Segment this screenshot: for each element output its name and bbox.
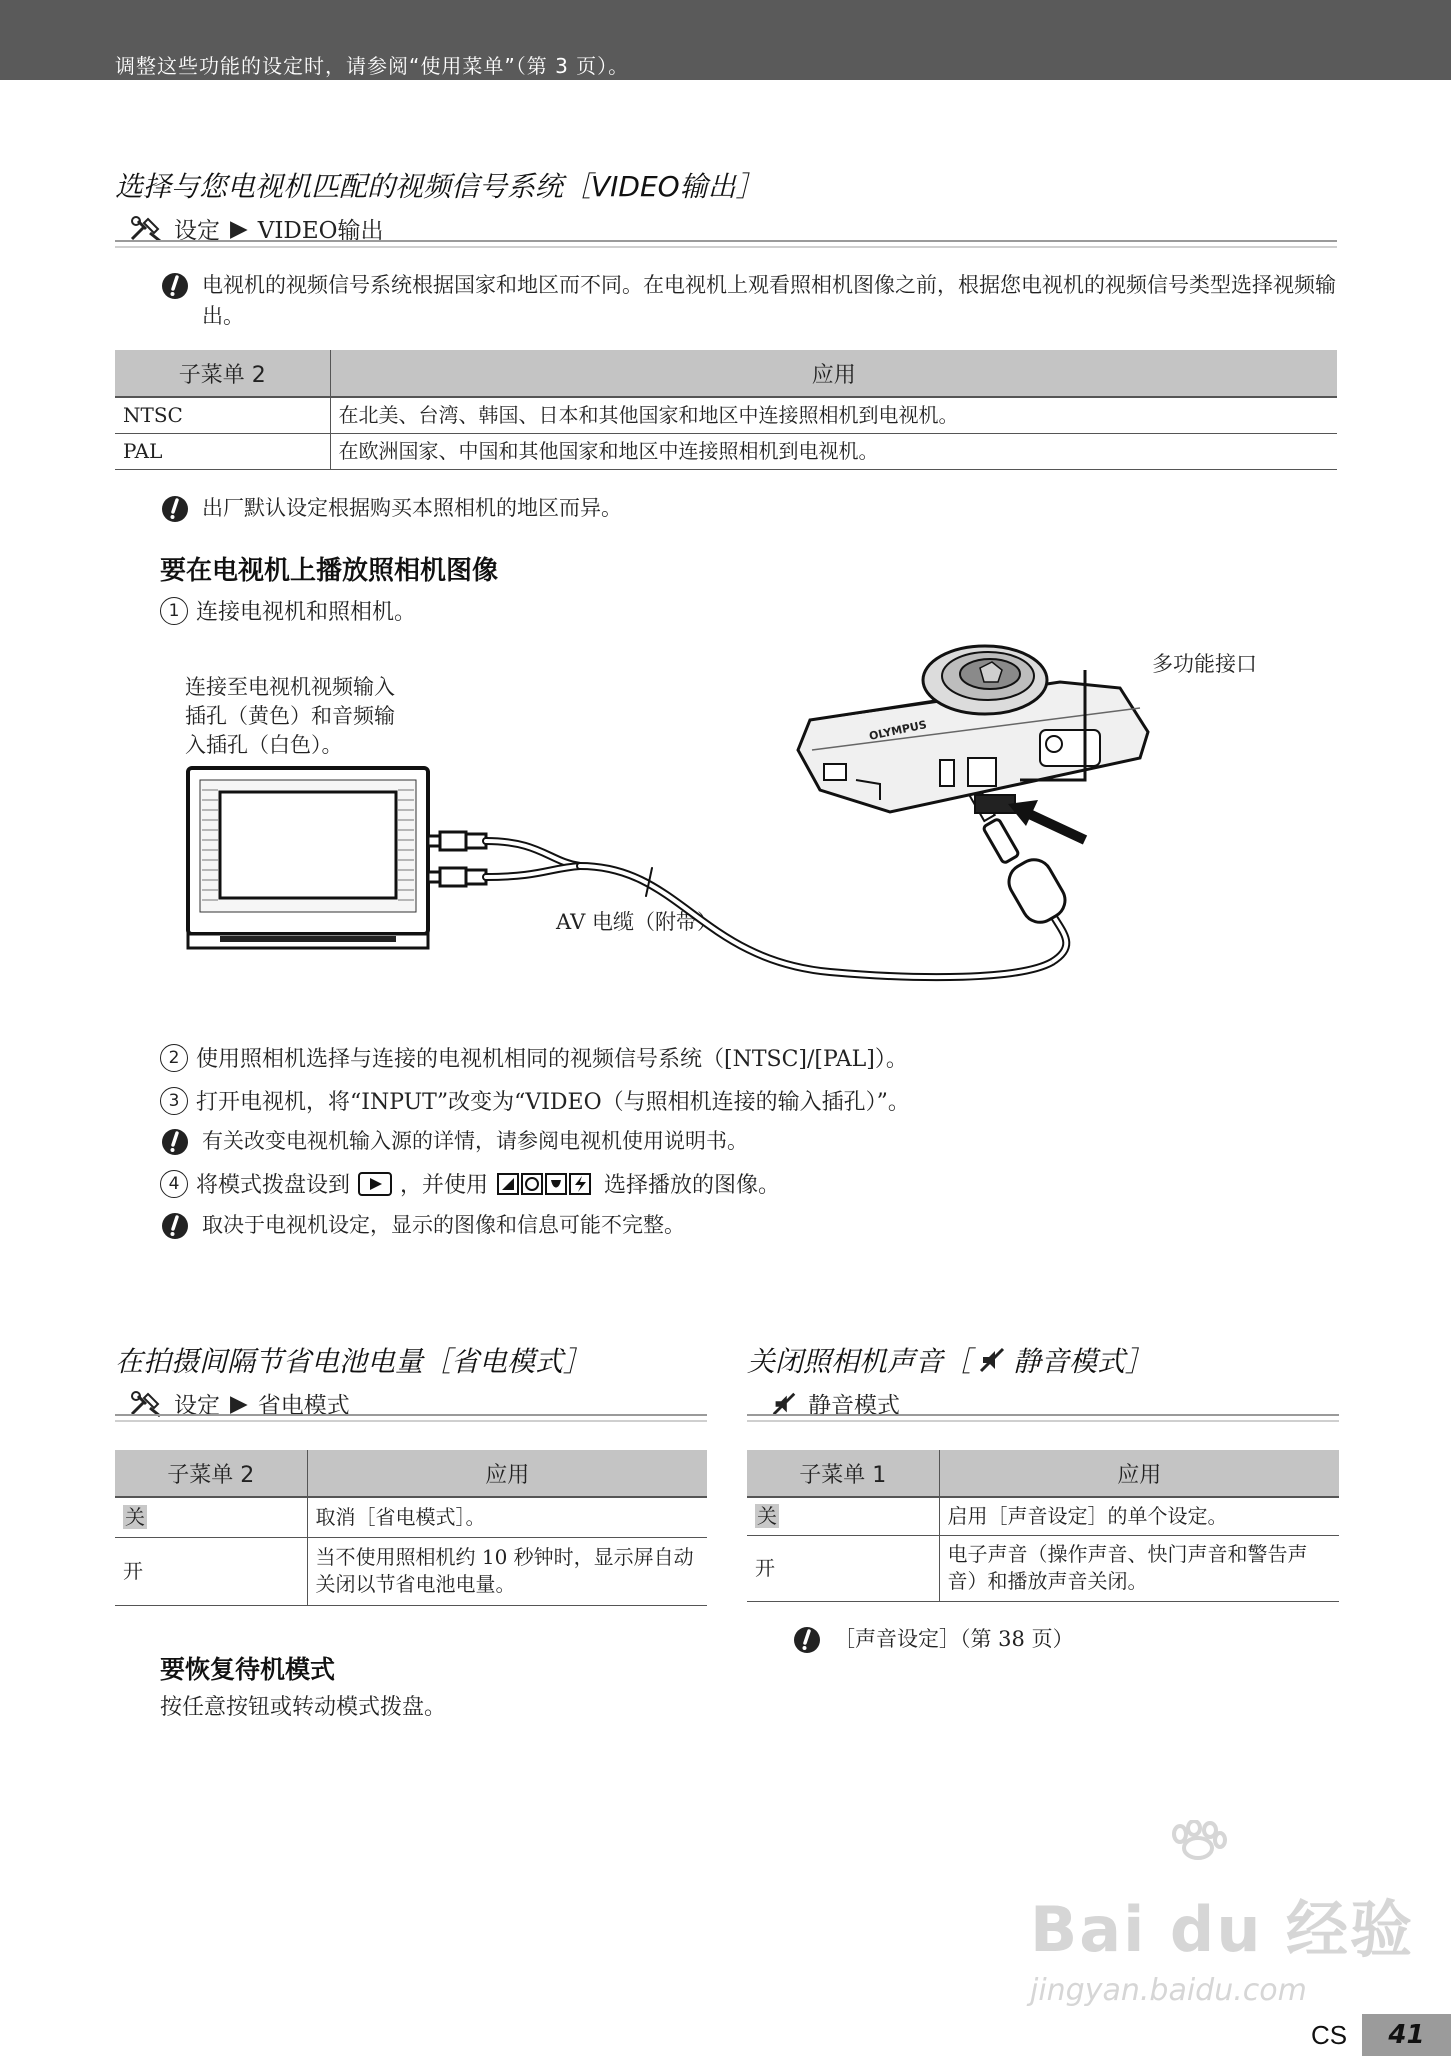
- restore-standby-text: 按任意按钮或转动模式拨盘。: [160, 1695, 447, 1720]
- tv-label-line: 入插孔（白色）。: [185, 733, 343, 757]
- option-cell: [747, 1497, 939, 1535]
- section-rule: [747, 1414, 1339, 1422]
- step-text: 连接电视机和照相机。: [196, 600, 417, 625]
- step-number: 2: [160, 1044, 188, 1072]
- description-cell: 取消［省电模式］。: [307, 1497, 707, 1537]
- paw-logo-icon: [1158, 1820, 1308, 1860]
- path-arrow: ▶: [230, 215, 248, 242]
- table-header-row: [115, 1450, 707, 1497]
- note-display-incomplete: [160, 1210, 1310, 1241]
- caution-icon: [160, 271, 190, 301]
- note-tv-input: [160, 1126, 1310, 1157]
- baidu-watermark: [1030, 1880, 1414, 2008]
- note-text: 有关改变电视机输入源的详情，请参阅电视机使用说明书。: [202, 1129, 748, 1153]
- path-target: 省电模式: [257, 1393, 350, 1419]
- tv-playback-heading: 要在电视机上播放照相机图像: [160, 556, 499, 586]
- tv-label-line: 连接至电视机视频输入: [185, 675, 395, 699]
- av-cable: [486, 841, 1052, 977]
- step-text: 打开电视机，将“INPUT”改变为“VIDEO（与照相机连接的输入插孔）”。: [196, 1090, 910, 1115]
- note-text: 出厂默认设定根据购买本照相机的地区而异。: [202, 496, 622, 520]
- insert-arrow-icon: [1008, 800, 1085, 840]
- note-text: 电视机的视频信号系统根据国家和地区而不同。在电视机上观看照相机图像之前，根据您电视机的视频信号类型选择视频输出。: [202, 273, 1336, 328]
- tv-label-line: 插孔（黄色）和音频输: [185, 704, 395, 728]
- wrench-screwdriver-icon: [128, 215, 164, 243]
- column-header: 应用: [330, 350, 1337, 397]
- step-number: 4: [160, 1170, 188, 1198]
- note-factory-default: [160, 493, 1340, 524]
- note-text: 取决于电视机设定，显示的图像和信息可能不完整。: [202, 1213, 685, 1237]
- banner-text: 调整这些功能的设定时，请参阅“使用菜单”（第 3 页）。: [115, 54, 630, 78]
- watermark-main: Bai du 经验: [1030, 1893, 1415, 1966]
- path-arrow: ▶: [230, 1390, 248, 1417]
- step-text: 选择播放的图像。: [604, 1173, 781, 1198]
- column-header: 应用: [307, 1450, 707, 1497]
- column-header: 子菜单 2: [115, 350, 330, 397]
- table-row: [115, 397, 1337, 434]
- television-illustration: [188, 768, 428, 948]
- description-cell: 当不使用照相机约 10 秒钟时，显示屏自动关闭以节省电池电量。: [307, 1537, 707, 1605]
- silent-mode-title: [747, 1340, 1153, 1380]
- caution-icon: [160, 1211, 190, 1241]
- step-4: [160, 1168, 780, 1199]
- caution-icon: [160, 494, 190, 524]
- step-number: 1: [160, 597, 188, 625]
- step-number: 3: [160, 1087, 188, 1115]
- camera-illustration: [798, 646, 1148, 813]
- step-text: ，并使用: [400, 1173, 489, 1198]
- path-target: VIDEO输出: [257, 218, 384, 244]
- description-cell: 在欧洲国家、中国和其他国家和地区中连接照相机到电视机。: [330, 434, 1337, 470]
- video-section-title: 选择与您电视机匹配的视频信号系统［VIDEO输出］: [115, 170, 764, 203]
- top-banner: [0, 0, 1451, 80]
- section-rule: [115, 1414, 707, 1422]
- option-cell: NTSC: [115, 397, 330, 434]
- table-row: [747, 1535, 1339, 1601]
- path-setting-label: 设定: [174, 1393, 220, 1419]
- path-target: 静音模式: [808, 1393, 900, 1419]
- watermark-url: jingyan.baidu.com: [1030, 1973, 1307, 2008]
- note-sound-settings: [792, 1624, 1312, 1655]
- table-row: [115, 1497, 707, 1537]
- column-header: 子菜单 2: [115, 1450, 307, 1497]
- language-code: CS: [1311, 2020, 1348, 2050]
- step-3: [160, 1085, 910, 1116]
- av-cable-label: AV 电缆（附带）: [556, 910, 718, 934]
- step-text: 将模式拨盘设到: [196, 1173, 351, 1198]
- note-text: ［声音设定］（第 38 页）: [834, 1627, 1074, 1651]
- option-cell: [115, 1497, 307, 1537]
- table-header-row: [747, 1450, 1339, 1497]
- restore-standby-heading: 要恢复待机模式: [160, 1655, 336, 1684]
- tv-connection-diagram: [180, 640, 1190, 1000]
- table-header-row: [115, 350, 1337, 397]
- table-row: [115, 434, 1337, 470]
- step-text: 使用照相机选择与连接的电视机相同的视频信号系统（[NTSC]/[PAL]）。: [196, 1047, 908, 1072]
- section-rule: [115, 240, 1337, 248]
- camera-brand-text: OLYMPUS: [867, 718, 928, 743]
- column-header: 子菜单 1: [747, 1450, 939, 1497]
- description-cell: 在北美、台湾、韩国、日本和其他国家和地区中连接照相机到电视机。: [330, 397, 1337, 434]
- title-part: 关闭照相机声音［: [747, 1345, 972, 1378]
- caution-icon: [792, 1625, 822, 1655]
- table-row: [747, 1497, 1339, 1535]
- silent-mode-table: [747, 1450, 1339, 1602]
- video-output-table: [115, 350, 1337, 470]
- option-cell: PAL: [115, 434, 330, 470]
- power-save-table: [115, 1450, 707, 1606]
- table-row: [115, 1537, 707, 1605]
- silent-mode-icon: [977, 1345, 1007, 1375]
- description-cell: 电子声音（操作声音、快门声音和警告声音）和播放声音关闭。: [939, 1535, 1339, 1601]
- multi-connector-label: 多功能接口: [1152, 652, 1257, 676]
- arrow-pad-icons: [496, 1172, 596, 1196]
- caution-icon: [160, 1127, 190, 1157]
- title-part: 静音模式］: [1013, 1345, 1154, 1378]
- page-number: 41: [1362, 2014, 1451, 2056]
- power-save-title: 在拍摄间隔节省电池电量［省电模式］: [115, 1345, 592, 1378]
- default-option: 关: [125, 1504, 145, 1529]
- option-cell: 开: [747, 1535, 939, 1601]
- default-option: 关: [757, 1503, 777, 1528]
- step-1: [160, 595, 416, 626]
- description-cell: 启用［声音设定］的单个设定。: [939, 1497, 1339, 1535]
- option-cell: 开: [115, 1537, 307, 1605]
- step-2: [160, 1042, 908, 1073]
- column-header: 应用: [939, 1450, 1339, 1497]
- path-setting-label: 设定: [174, 218, 220, 244]
- note-video-system: [160, 270, 1340, 332]
- playback-mode-icon: [358, 1172, 392, 1196]
- rca-plugs: [428, 832, 486, 886]
